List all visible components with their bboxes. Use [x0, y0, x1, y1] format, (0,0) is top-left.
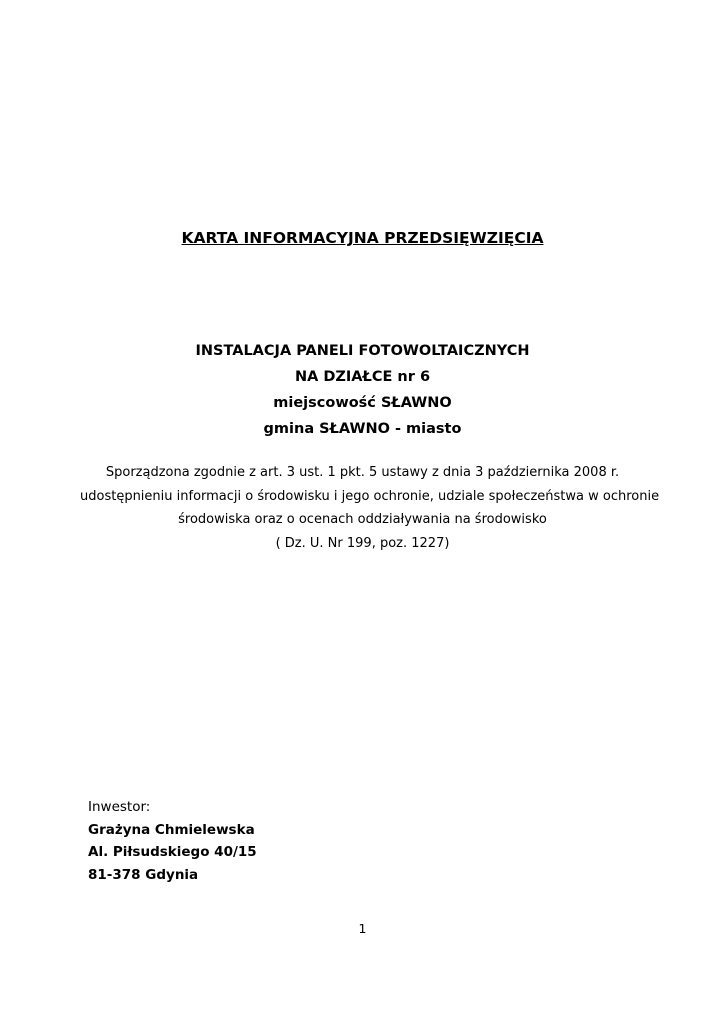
legal-basis-line-2: udostępnieniu informacji o środowisku i jego ochronie, udziale społeczeństwa w ochronie	[80, 488, 660, 504]
investor-name: Grażyna Chmielewska	[88, 821, 255, 838]
investor-street: Al. Piłsudskiego 40/15	[88, 844, 257, 860]
project-line-municipality: gmina SŁAWNO - miasto	[263, 421, 462, 437]
project-line-locality: miejscowość SŁAWNO	[273, 395, 452, 411]
legal-basis-line-4: ( Dz. U. Nr 199, poz. 1227)	[275, 535, 450, 551]
project-description	[0, 338, 725, 442]
investor-city: 81-378 Gdynia	[88, 866, 199, 883]
investor-label: Inwestor:	[88, 799, 151, 815]
investor-info	[88, 796, 488, 886]
document-title: KARTA INFORMACYJNA PRZEDSIĘWZIĘCIA	[181, 229, 544, 247]
project-line-plot: NA DZIAŁCE nr 6	[294, 369, 431, 385]
page-number: 1	[358, 921, 367, 936]
legal-basis-line-3: środowiska oraz o ocenach oddziaływania na środowisko	[178, 512, 547, 527]
project-line-installation: INSTALACJA PANELI FOTOWOLTAICZNYCH	[195, 343, 530, 359]
legal-basis-line-1: Sporządzona zgodnie z art. 3 ust. 1 pkt. 5 ustawy z dnia 3 października 2008 r.	[105, 465, 620, 480]
legal-basis	[80, 461, 660, 555]
